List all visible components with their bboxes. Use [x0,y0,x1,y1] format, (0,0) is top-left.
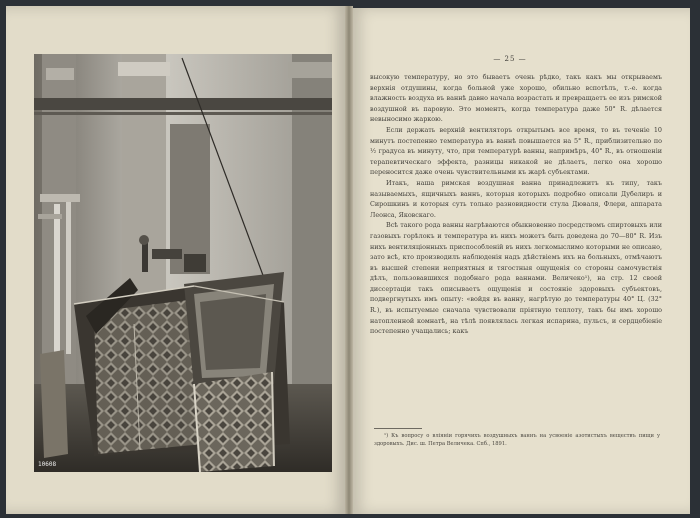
plate-number: 10608 [38,461,57,468]
book-gutter [345,6,353,514]
page-number: — 25 — [493,55,527,63]
paragraph: Если держать верхній вентиляторъ открытымъ все время, то въ теченіе 10 минутъ постепенно температура въ ваннѣ повышается на 5° R., приблизительно по ½ градуса въ минуту, что, при температурѣ ванны, напримѣръ, 40° R., въ отношеніи терапевтическаго эффекта, разницы никакой не дѣлаетъ, легко она хорошо переносится даже очень чувствительными къ жарѣ субъектами. [370,125,662,177]
paragraph: высокую температуру, но это бываетъ очень рѣдко, такъ какъ мы открываемъ верхнія отдушины, когда больной уже хорошо, обильно вспотѣлъ, т.-е. когда влажность воздуха въ ваннѣ давно начала возрастать и превращаетъ ее изъ римской воздушной въ паровую. Это моментъ, когда температура даже 50° R. дѣлается невыносимо жаркою. [370,73,662,124]
photo-plate [34,54,332,472]
paragraph: Итакъ, наша римская воздушная ванна принадлежитъ къ типу, такъ называемыхъ, ящичныхъ ваннъ, которыя которыхъ подробно описали Дубелиръ и Сирошкинъ и которыя суть только разновидности стула Дюваля, Флери, аппарата Леонса, Яковскаго. [370,178,662,219]
footnote: ¹) Къ вопросу о вліяніи горячихъ воздушныхъ ваннъ на усвоеніе азотистыхъ веществъ пищи у здоровыхъ. Дис. ш. Петра Величека. Спб., 1891. [374,433,660,448]
paragraph: Всѣ такого рода ванны нагрѣваются обыкновенно посредствомъ спиртовыхъ или газовыхъ горѣлокъ и температура въ нихъ можетъ быть доведена до 70—80° R. Изъ нихъ вентиляціонныхъ приспособленій въ нихъ легкомыслимо которыми не описано, зато всѣ, кто производилъ наблюденія надъ дѣйствіемъ ихъ на больныхъ, отмѣчаютъ въ высшей степени неприятныя и тягостныя ощущенія со стороны самочувствія дѣлъ, пользовавшихся подобнаго рода ваннами. Величеко¹), на стр. 12 своей диссертаціи такъ описываетъ ощущенія и состояніе здоровыхъ субъектовъ, подвергнутыхъ имъ опыту: «войдя въ ванну, нагрѣтую до температуры 40° Ц. (32° R.), въ испытуемые сначала чувствовали пріятную теплоту, такъ бы имъ хорошо натопленной комнатѣ, на тѣлѣ появлялась легкая испарина, пульсъ, и сердцебіеніе постепенно учащались; какъ [370,221,662,336]
footnote-rule [374,428,422,429]
bath-cabinet-photo [34,54,332,472]
body-text [370,72,662,337]
